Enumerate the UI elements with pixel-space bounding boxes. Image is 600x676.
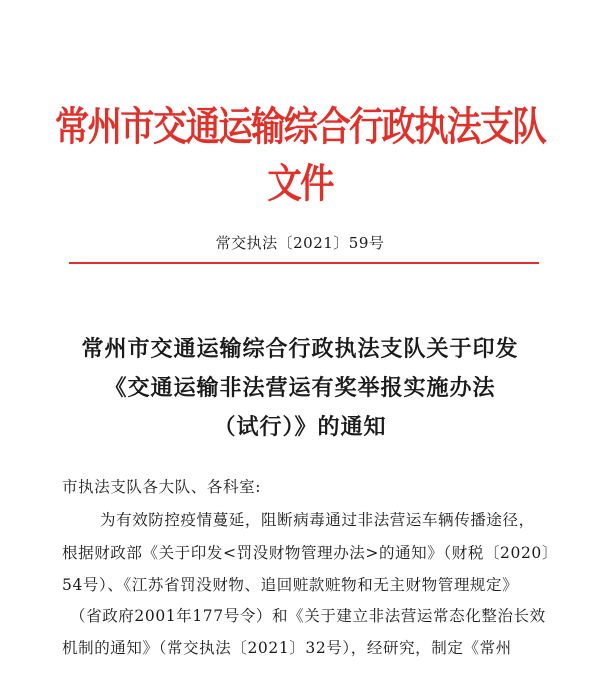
body-line: 根据财政部《关于印发<罚没财物管理办法>的通知》（财税〔2020〕 [62,544,558,562]
notice-title-line-1: 常州市交通运输综合行政执法支队关于印发 [81,336,519,362]
notice-title-line-2: 《交通运输非法营运有奖举报实施办法 [104,375,496,401]
body-line: （省政府2001年177号令）和《关于建立非法营运常态化整治长效 [70,607,546,625]
body-line: 54号）、《江苏省罚没财物、追回赃款赃物和无主财物管理规定》 [62,576,519,594]
notice-title-line-3: （试行）》的通知 [213,414,387,440]
red-divider [69,262,539,264]
body-line: 机制的通知》（常交执法〔2021〕32号），经研究，制定《常州 [62,639,512,657]
salutation: 市执法支队各大队、各科室: [62,478,262,496]
document-number: 常交执法〔2021〕59号 [215,234,385,252]
issuer-banner: 常州市交通运输综合行政执法支队文件 [54,103,546,207]
body-line: 为有效防控疫情蔓延，阻断病毒通过非法营运车辆传播途径， [100,511,535,529]
